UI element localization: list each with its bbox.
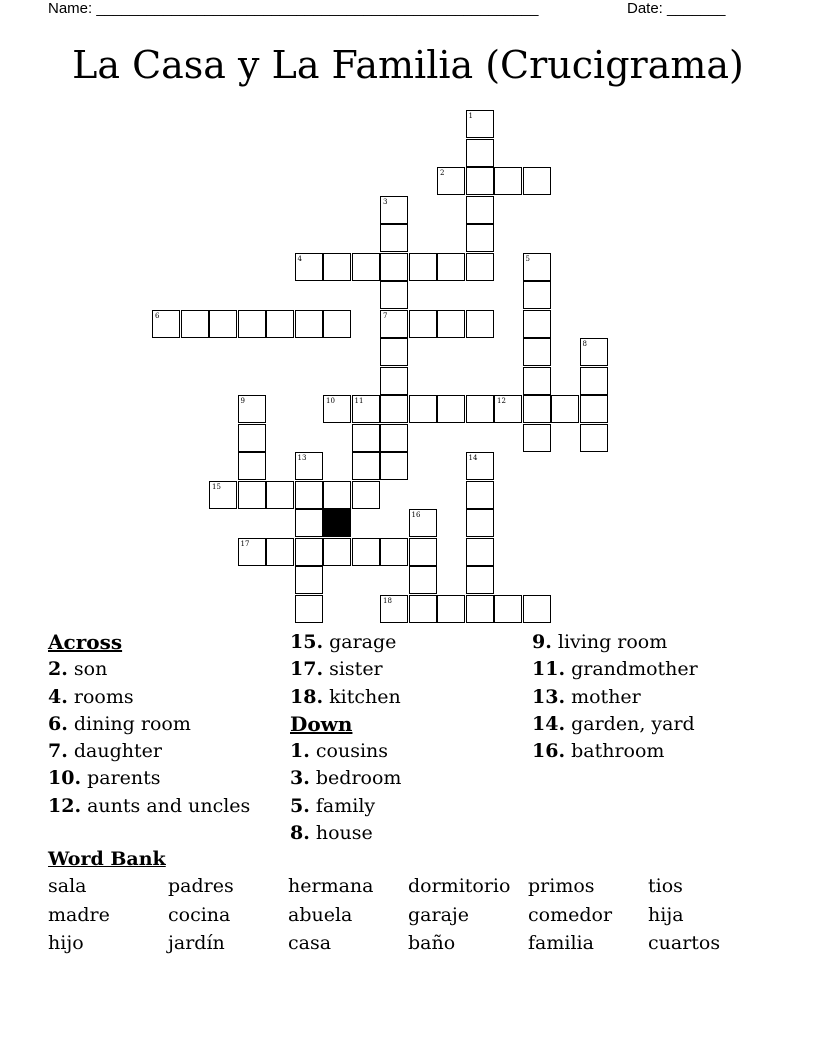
crossword-cell[interactable] xyxy=(380,395,408,423)
crossword-cell[interactable] xyxy=(380,595,408,623)
crossword-cell[interactable] xyxy=(409,538,437,566)
crossword-cell[interactable] xyxy=(238,452,266,480)
crossword-cell[interactable] xyxy=(238,481,266,509)
crossword-cell[interactable] xyxy=(409,395,437,423)
crossword-cell[interactable] xyxy=(580,424,608,452)
crossword-cell[interactable] xyxy=(295,566,323,594)
crossword-cell[interactable] xyxy=(437,595,465,623)
date-field-label: Date: _______ xyxy=(627,0,726,17)
crossword-cell[interactable] xyxy=(266,310,294,338)
clue-number: 18 xyxy=(383,596,392,605)
across-clue: 17. sister xyxy=(290,658,383,681)
crossword-cell[interactable] xyxy=(380,224,408,252)
word-bank-word: sala xyxy=(48,875,87,897)
word-bank-word: hijo xyxy=(48,932,84,954)
crossword-cell[interactable] xyxy=(523,253,551,281)
down-clue: 8. house xyxy=(290,822,373,845)
word-bank-word: familia xyxy=(528,932,594,954)
crossword-cell[interactable] xyxy=(523,367,551,395)
crossword-cell[interactable] xyxy=(523,424,551,452)
crossword-cell[interactable] xyxy=(466,566,494,594)
crossword-cell[interactable] xyxy=(494,395,522,423)
crossword-cell[interactable] xyxy=(409,566,437,594)
crossword-cell[interactable] xyxy=(409,595,437,623)
crossword-cell[interactable] xyxy=(266,481,294,509)
clue-number: 12 xyxy=(497,397,506,405)
clue-number: 7 xyxy=(383,311,388,320)
crossword-cell[interactable] xyxy=(181,310,209,338)
crossword-cell[interactable] xyxy=(380,424,408,452)
crossword-cell[interactable] xyxy=(352,424,380,452)
clue-number: 15 xyxy=(212,482,221,491)
clue-number: 10 xyxy=(326,397,335,405)
crossword-cell[interactable] xyxy=(437,253,465,281)
crossword-cell[interactable] xyxy=(437,310,465,338)
clue-number: 9 xyxy=(240,397,245,405)
clue-column-1 xyxy=(48,629,250,820)
crossword-cell[interactable] xyxy=(380,253,408,281)
word-bank-word: hermana xyxy=(288,875,374,897)
crossword-cell[interactable] xyxy=(295,310,323,338)
word-bank-word: jardín xyxy=(168,932,225,954)
word-bank-word: baño xyxy=(408,932,456,954)
clue-column-2 xyxy=(290,629,401,847)
crossword-cell[interactable] xyxy=(323,253,351,281)
down-clue: 16. bathroom xyxy=(532,740,665,763)
crossword-cell[interactable] xyxy=(352,395,380,423)
down-clue: 11. grandmother xyxy=(532,658,698,681)
clue-number: 8 xyxy=(582,340,587,348)
word-bank-grid xyxy=(48,872,768,958)
across-clue: 7. daughter xyxy=(48,740,162,763)
crossword-cell[interactable] xyxy=(152,310,180,338)
word-bank xyxy=(48,846,768,958)
across-clue: 10. parents xyxy=(48,767,161,790)
clue-number: 11 xyxy=(354,397,364,405)
crossword-cell[interactable] xyxy=(380,367,408,395)
crossword-cell[interactable] xyxy=(295,538,323,566)
crossword-cell[interactable] xyxy=(380,538,408,566)
crossword-cell[interactable] xyxy=(466,310,494,338)
crossword-cell[interactable] xyxy=(209,310,237,338)
clue-number: 16 xyxy=(411,511,421,519)
word-bank-word: dormitorio xyxy=(408,875,511,897)
word-bank-word: cuartos xyxy=(648,932,721,954)
across-clue: 4. rooms xyxy=(48,685,134,708)
across-clue: 2. son xyxy=(48,658,108,681)
crossword-cell[interactable] xyxy=(466,167,494,195)
crossword-cell[interactable] xyxy=(295,595,323,623)
down-clue: 5. family xyxy=(290,794,376,817)
crossword-cell[interactable] xyxy=(238,424,266,452)
crossword-cell[interactable] xyxy=(380,196,408,224)
crossword-cell[interactable] xyxy=(466,509,494,537)
crossword-cell[interactable] xyxy=(466,224,494,252)
crossword-cell[interactable] xyxy=(466,196,494,224)
word-bank-word: casa xyxy=(288,932,332,954)
across-clue: 6. dining room xyxy=(48,712,191,735)
clue-number: 5 xyxy=(525,254,530,263)
word-bank-word: padres xyxy=(168,875,234,897)
word-bank-word: hija xyxy=(648,903,684,926)
across-heading: Across xyxy=(48,630,123,654)
crossword-cell[interactable] xyxy=(295,481,323,509)
crossword-cell[interactable] xyxy=(466,139,494,167)
across-clue: 15. garage xyxy=(290,631,397,653)
clue-number: 3 xyxy=(383,197,388,206)
crossword-cell[interactable] xyxy=(523,310,551,338)
word-bank-word: abuela xyxy=(288,903,353,926)
crossword-cell[interactable] xyxy=(551,395,579,423)
crossword-cell[interactable] xyxy=(323,310,351,338)
across-clue: 18. kitchen xyxy=(290,685,401,708)
clue-number: 17 xyxy=(240,539,250,548)
word-bank-word: madre xyxy=(48,903,110,926)
down-clue: 1. cousins xyxy=(290,740,389,763)
crossword-cell[interactable] xyxy=(523,595,551,623)
down-heading: Down xyxy=(290,711,353,736)
clue-number: 1 xyxy=(468,112,473,120)
crossword-cell[interactable] xyxy=(266,538,294,566)
crossword-cell[interactable] xyxy=(323,538,351,566)
crossword-cell[interactable] xyxy=(466,538,494,566)
crossword-cell[interactable] xyxy=(409,509,437,537)
crossword-cell[interactable] xyxy=(295,509,323,537)
clue-number: 2 xyxy=(440,169,445,177)
crossword-cell[interactable] xyxy=(323,481,351,509)
crossword-cell[interactable] xyxy=(466,110,494,138)
crossword-cell[interactable] xyxy=(409,310,437,338)
crossword-cell[interactable] xyxy=(352,481,380,509)
crossword-cell[interactable] xyxy=(238,538,266,566)
clue-column-3 xyxy=(532,629,698,765)
crossword-cell[interactable] xyxy=(295,452,323,480)
crossword-cell[interactable] xyxy=(494,595,522,623)
down-clue: 3. bedroom xyxy=(290,767,402,790)
crossword-cell[interactable] xyxy=(380,452,408,480)
crossword-cell[interactable] xyxy=(523,395,551,423)
word-bank-word: cocina xyxy=(168,903,231,926)
crossword-cell[interactable] xyxy=(580,338,608,366)
across-clue: 12. aunts and uncles xyxy=(48,794,251,817)
crossword-cell[interactable] xyxy=(523,167,551,195)
crossword-cell[interactable] xyxy=(352,538,380,566)
crossword-cell[interactable] xyxy=(352,253,380,281)
crossword-cell[interactable] xyxy=(380,281,408,309)
crossword-cell[interactable] xyxy=(323,395,351,423)
word-bank-word: garaje xyxy=(408,903,470,926)
word-bank-word: tios xyxy=(648,875,683,897)
crossword-cell[interactable] xyxy=(466,452,494,480)
crossword-cell[interactable] xyxy=(523,281,551,309)
clue-number: 6 xyxy=(155,311,160,320)
crossword-cell[interactable] xyxy=(380,310,408,338)
crossword-cell[interactable] xyxy=(238,395,266,423)
black-square xyxy=(323,509,351,537)
down-clue: 14. garden, yard xyxy=(532,712,695,735)
crossword-cell[interactable] xyxy=(580,395,608,423)
crossword-cell[interactable] xyxy=(494,167,522,195)
crossword-cell[interactable] xyxy=(380,338,408,366)
clue-number: 4 xyxy=(297,254,302,263)
crossword-cell[interactable] xyxy=(466,395,494,423)
page-title: La Casa y La Familia (Crucigrama) xyxy=(72,43,744,87)
crossword-cell[interactable] xyxy=(409,253,437,281)
word-bank-word: primos xyxy=(528,875,595,897)
down-clue: 13. mother xyxy=(532,685,641,708)
word-bank-word: comedor xyxy=(528,903,613,926)
name-field-label: Name: _____________________________________________________ xyxy=(48,0,539,17)
clue-number: 14 xyxy=(468,454,478,462)
crossword-cell[interactable] xyxy=(523,338,551,366)
crossword-cell[interactable] xyxy=(437,167,465,195)
crossword-cell[interactable] xyxy=(466,253,494,281)
crossword-cell[interactable] xyxy=(580,367,608,395)
crossword-cell[interactable] xyxy=(352,452,380,480)
crossword-cell[interactable] xyxy=(238,310,266,338)
crossword-cell[interactable] xyxy=(437,395,465,423)
clue-number: 13 xyxy=(297,454,307,462)
down-clue: 9. living room xyxy=(532,631,668,653)
crossword-cell[interactable] xyxy=(209,481,237,509)
word-bank-heading: Word Bank xyxy=(48,848,166,870)
crossword-cell[interactable] xyxy=(295,253,323,281)
crossword-cell[interactable] xyxy=(466,595,494,623)
crossword-cell[interactable] xyxy=(466,481,494,509)
